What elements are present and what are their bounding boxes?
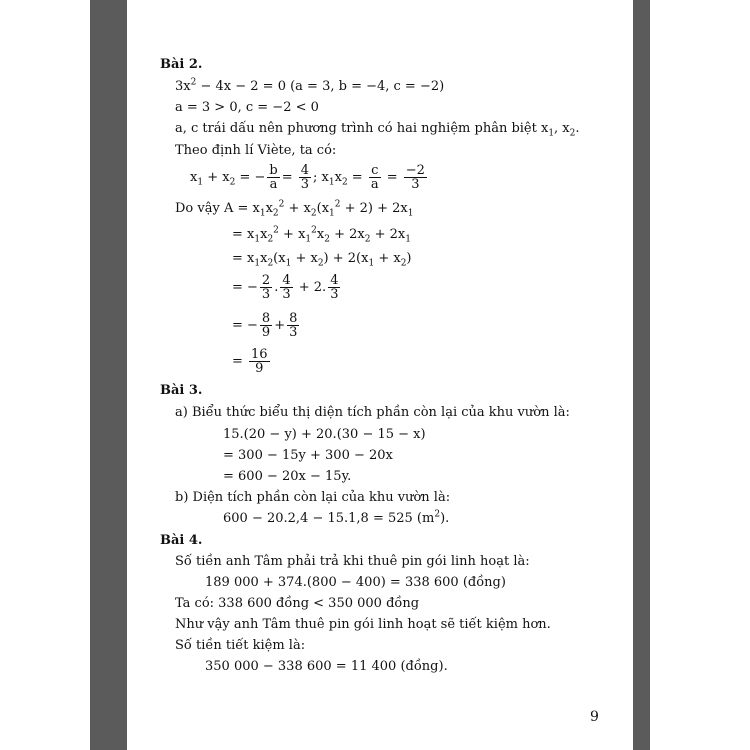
- bai3-a-line1: 15.(20 − y) + 20.(30 − 15 − x): [223, 427, 426, 442]
- bai4-line3: Ta có: 338 600 đồng < 350 000 đồng: [175, 596, 420, 611]
- bai2-condition: a = 3 > 0, c = −2 < 0: [175, 100, 319, 115]
- page-number: 9: [590, 709, 599, 725]
- bai4-line4: Như vậy anh Tâm thuê pin gói linh hoạt sẽ tiết kiệm hơn.: [175, 617, 551, 632]
- bai2-equation: $3x^2 - 4x - 2 = 0$ (a = 3, b = −4, c = −2): [175, 77, 445, 94]
- bai3-a-text: a) Biểu thức biểu thị diện tích phần còn lại của khu vườn là:: [175, 405, 570, 420]
- bai3-a-line3: = 600 − 20x − 15y.: [223, 469, 352, 484]
- bai3-b-text: b) Diện tích phần còn lại của khu vườn là:: [175, 490, 451, 505]
- bai3-b-line: 600 − 20.2,4 − 15.1,8 = 525 $(m^2)$.: [223, 509, 450, 526]
- calc-line-3: = $x_1x_2(x_1 + x_2) + 2(x_1 + x_2)$: [232, 251, 412, 269]
- calc-line-5: = − $\frac{8}{9}$ + $\frac{8}{3}$: [232, 311, 298, 340]
- bai4-line2: 189 000 + 374.(800 − 400) = 338 600 (đồng): [205, 575, 506, 590]
- bai4-line1: Số tiền anh Tâm phải trả khi thuê pin gói linh hoạt là:: [175, 554, 530, 569]
- bai2-viete-intro: Theo định lí Viète, ta có:: [175, 143, 337, 158]
- bai2-conclusion: a, c trái dấu nên phương trình có hai nghiệm phân biệt $x_1$, $x_2$.: [175, 121, 580, 139]
- bai3-title: Bài 3.: [160, 383, 203, 398]
- bai3-a-line2: = 300 − 15y + 300 − 20x: [223, 448, 393, 463]
- calc-line-1: Do vậy $A = x_1x_2^2 + x_2(x_1^2 + 2) + 2x_1$: [175, 199, 414, 219]
- viete-formula: $x_1 + x_2$ = − $\frac{b}{a}$ = $\frac{4}{3}$ ; $x_1x_2$ = $\frac{c}{a}$ = $\frac{-2}{3}$: [190, 163, 425, 192]
- bai4-title: Bài 4.: [160, 533, 203, 548]
- bai4-line5: Số tiền tiết kiệm là:: [175, 638, 306, 653]
- calc-line-2: = $x_1x_2^2 + x_1^2x_2 + 2x_2 + 2x_1$: [232, 225, 411, 245]
- calc-line-4: = − $\frac{2}{3}$ . $\frac{4}{3}$ + 2. $\frac{4}{3}$: [232, 273, 339, 302]
- bai4-line6: 350 000 − 338 600 = 11 400 (đồng).: [205, 659, 448, 674]
- bai2-title: Bài 2.: [160, 57, 203, 72]
- calc-line-6: = $\frac{16}{9}$: [232, 347, 268, 376]
